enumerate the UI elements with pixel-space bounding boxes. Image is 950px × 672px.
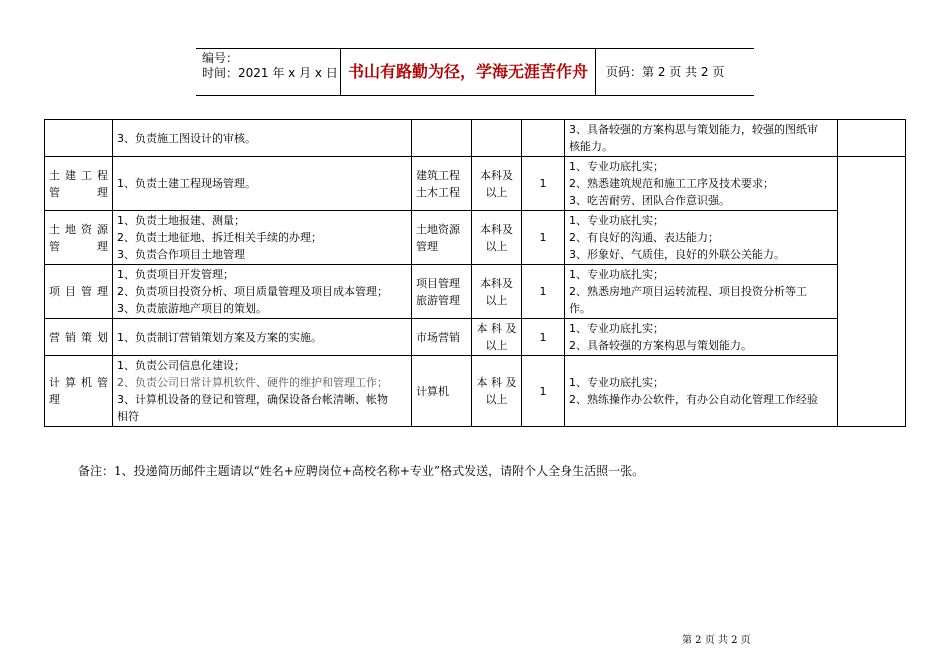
education-cell-line: 以上 — [485, 239, 508, 253]
job-row — [45, 120, 906, 157]
position-cell-line: 营销策划 — [49, 330, 108, 344]
major-cell-line: 旅游管理 — [416, 293, 460, 307]
headcount-cell: 1 — [522, 356, 565, 427]
duties-cell-line: 1、负责项目开发管理； — [117, 268, 234, 281]
header-meta — [196, 48, 340, 96]
requirements-cell-line: 2、熟练操作办公软件，有办公自动化管理工作经验 — [569, 393, 818, 406]
extra-cell — [838, 211, 906, 265]
requirements-cell-line: 2、具备较强的方案构思与策划能力。 — [569, 339, 752, 352]
major-cell-line: 市场营销 — [416, 330, 460, 344]
requirements-cell-line: 2、熟悉建筑规范和施工工序及技术要求； — [569, 177, 774, 190]
requirements-cell-line: 2、有良好的沟通、表达能力； — [569, 231, 719, 244]
extra-cell — [838, 157, 906, 211]
job-row — [45, 265, 906, 319]
major-cell-line: 计算机 — [416, 384, 449, 398]
headcount-cell: 1 — [522, 157, 565, 211]
position-cell — [45, 319, 113, 356]
duties-cell — [113, 120, 412, 157]
position-cell-line: 理 — [49, 393, 60, 406]
requirements-cell — [565, 211, 838, 265]
duties-cell — [113, 319, 412, 356]
headcount-cell — [522, 120, 565, 157]
duties-cell-line: 2、负责项目投资分析、项目质量管理及项目成本管理； — [117, 285, 388, 298]
education-cell-line: 本 科 及 — [476, 322, 517, 335]
duties-cell-line: 2、负责公司日常计算机软件、硬件的维护和管理工作； — [117, 376, 388, 389]
education-cell — [472, 265, 522, 319]
education-cell — [472, 356, 522, 427]
education-cell-line: 以上 — [485, 393, 508, 406]
headcount-cell: 1 — [522, 211, 565, 265]
major-cell-line: 管理 — [416, 239, 438, 253]
education-cell-line: 本 科 及 — [476, 376, 517, 389]
major-cell — [412, 319, 472, 356]
major-cell — [412, 356, 472, 427]
duties-cell — [113, 356, 412, 427]
duties-cell — [113, 265, 412, 319]
major-cell — [412, 211, 472, 265]
document-number: 编号： — [202, 51, 239, 65]
extra-cell — [838, 319, 906, 356]
requirements-cell — [565, 319, 838, 356]
education-cell-line: 本科及 — [480, 168, 513, 182]
duties-cell-line: 3、负责施工图设计的审核。 — [117, 131, 256, 145]
duties-cell-line: 相符 — [117, 410, 139, 423]
education-cell-line: 本科及 — [480, 222, 513, 236]
major-cell-line: 建筑工程 — [416, 168, 460, 182]
duties-cell-line: 3、负责合作项目土地管理 — [117, 248, 245, 261]
requirements-cell-line: 3、具备较强的方案构思与策划能力，较强的图纸审 — [569, 123, 818, 136]
position-cell — [45, 211, 113, 265]
duties-cell-line: 3、负责旅游地产项目的策划。 — [117, 302, 267, 315]
education-cell — [472, 157, 522, 211]
education-cell-line: 以上 — [485, 339, 508, 352]
duties-cell-line: 3、计算机设备的登记和管理，确保设备台帐清晰、帐物 — [117, 393, 388, 406]
extra-cell — [838, 265, 906, 319]
requirements-cell — [565, 356, 838, 427]
job-row — [45, 356, 906, 427]
duties-cell — [113, 157, 412, 211]
education-cell — [472, 319, 522, 356]
major-cell — [412, 265, 472, 319]
requirements-cell-line: 1、专业功底扎实； — [569, 160, 664, 173]
major-cell-line: 项目管理 — [416, 276, 460, 290]
requirements-cell-line: 1、专业功底扎实； — [569, 376, 664, 389]
position-cell-line: 土 建 工 程 — [49, 168, 108, 182]
job-row — [45, 319, 906, 356]
requirements-cell-line: 2、熟悉房地产项目运转流程、项目投资分析等工 — [569, 285, 807, 298]
major-cell-line: 土地资源 — [416, 222, 460, 236]
extra-cell — [838, 120, 906, 157]
job-table-body — [45, 120, 906, 427]
header-page-number: 页码：第 2 页 共 2 页 — [596, 48, 754, 96]
requirements-cell-line: 3、形象好、气质佳，良好的外联公关能力。 — [569, 248, 785, 261]
header-motto: 书山有路勤为径，学海无涯苦作舟 — [340, 48, 596, 96]
education-cell — [472, 211, 522, 265]
education-cell-line: 本科及 — [480, 276, 513, 290]
extra-cell — [838, 356, 906, 427]
duties-cell-line: 1、负责土地报建、测量； — [117, 214, 245, 227]
job-row — [45, 157, 906, 211]
page-header — [196, 48, 754, 96]
requirements-cell — [565, 120, 838, 157]
position-cell-line: 计 算 机 管 — [49, 376, 108, 389]
education-cell-line: 以上 — [485, 293, 508, 307]
headcount-cell: 1 — [522, 265, 565, 319]
position-cell-line: 项目管理 — [49, 285, 108, 298]
position-cell — [45, 265, 113, 319]
position-cell-line: 管理 — [49, 239, 108, 253]
duties-cell — [113, 211, 412, 265]
duties-cell-line: 1、负责土建工程现场管理。 — [117, 177, 256, 190]
requirements-cell-line: 核能力。 — [569, 140, 613, 153]
position-cell — [45, 120, 113, 157]
document-date: 时间：2021 年 x 月 x 日 — [202, 66, 338, 80]
position-cell — [45, 157, 113, 211]
major-cell — [412, 120, 472, 157]
education-cell-line: 以上 — [485, 185, 508, 199]
requirements-cell — [565, 157, 838, 211]
education-cell — [472, 120, 522, 157]
requirements-cell-line: 作。 — [569, 302, 591, 315]
position-cell-line: 土 地 资 源 — [49, 222, 108, 236]
duties-cell-line: 1、负责公司信息化建设； — [117, 359, 245, 372]
requirements-cell-line: 3、吃苦耐劳、团队合作意识强。 — [569, 194, 730, 207]
headcount-cell: 1 — [522, 319, 565, 356]
footer-page-number: 第 2 页 共 2 页 — [682, 635, 751, 646]
requirements-cell-line: 1、专业功底扎实； — [569, 214, 664, 227]
job-table — [44, 119, 906, 427]
duties-cell-line: 1、负责制订营销策划方案及方案的实施。 — [117, 330, 322, 344]
major-cell-line: 土木工程 — [416, 185, 460, 199]
requirements-cell-line: 1、专业功底扎实； — [569, 322, 664, 335]
requirements-cell-line: 1、专业功底扎实； — [569, 268, 664, 281]
requirements-cell — [565, 265, 838, 319]
position-cell — [45, 356, 113, 427]
duties-cell-line: 2、负责土地征地、拆迁相关手续的办理； — [117, 231, 322, 244]
job-row — [45, 211, 906, 265]
major-cell — [412, 157, 472, 211]
position-cell-line: 管理 — [49, 185, 108, 199]
remark-note: 备注：1、投递简历邮件主题请以“姓名+应聘岗位+高校名称+专业”格式发送，请附个人全身生活照一张。 — [78, 464, 645, 478]
